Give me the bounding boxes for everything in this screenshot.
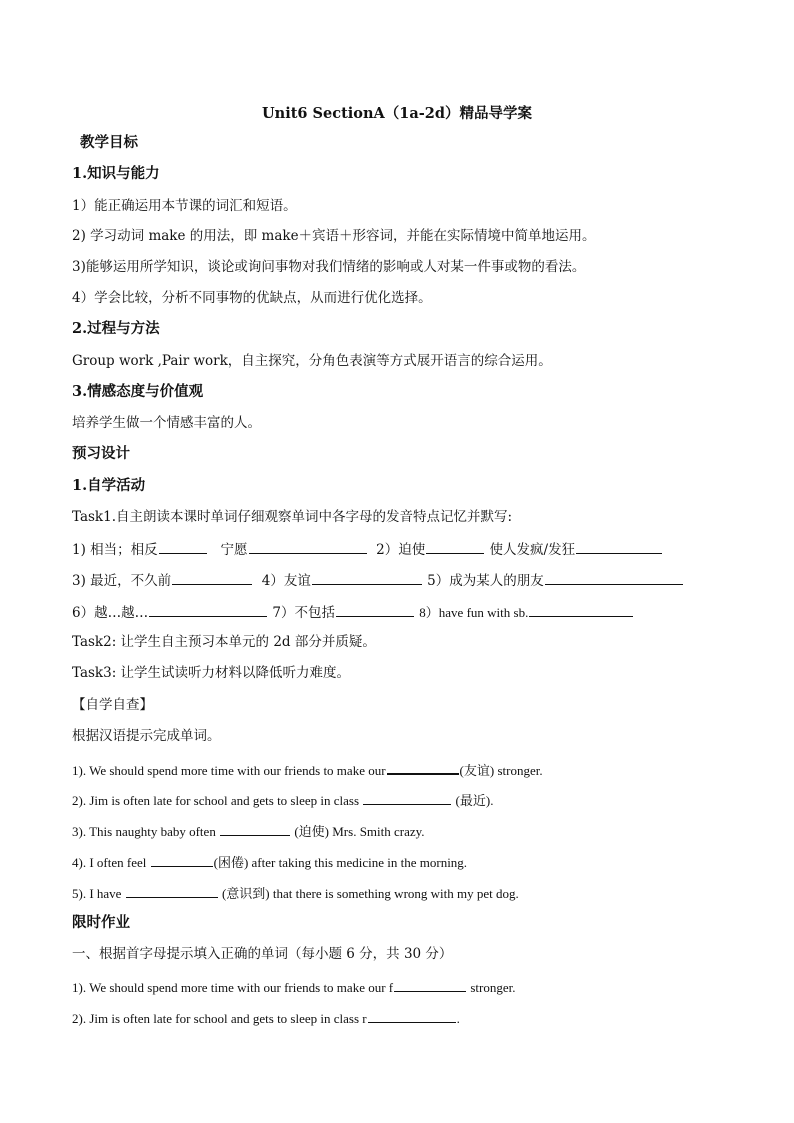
answer-blank[interactable] [368, 1008, 456, 1023]
answer-blank[interactable] [151, 852, 213, 867]
answer-blank[interactable] [576, 539, 662, 554]
vocab-prompt: 4）友谊 [261, 573, 311, 589]
answer-blank[interactable] [394, 977, 466, 992]
check-item [72, 821, 425, 841]
check-item-hint: (困倦) [213, 855, 249, 870]
homework-item-text: 1). We should spend more time with our friends to make our f [72, 980, 394, 995]
check-item-text: 3). This naughty baby often [72, 824, 216, 839]
vocab-prompt: 1) 相当；相反 [72, 542, 158, 558]
homework-item-text: 2). Jim is often late for school and gets to sleep in class r [72, 1011, 367, 1026]
knowledge-heading: 1.知识与能力 [72, 165, 160, 182]
check-item [72, 759, 543, 780]
homework-heading: 限时作业 [72, 914, 130, 931]
vocab-row [72, 539, 663, 559]
vocab-row [72, 602, 634, 622]
process-heading: 2.过程与方法 [72, 320, 160, 337]
answer-blank[interactable] [159, 539, 207, 554]
vocab-prompt: 使人发疯/发狂 [489, 542, 576, 558]
check-item-hint: (友谊) [459, 763, 495, 778]
answer-blank[interactable] [336, 602, 414, 617]
check-item-text: 4). I often feel [72, 855, 147, 870]
objective-item: 4）学会比较，分析不同事物的优缺点，从而进行优化选择。 [72, 290, 432, 306]
vocab-prompt: 宁愿 [220, 542, 248, 558]
check-item [72, 852, 467, 872]
self-check-instruction: 根据汉语提示完成单词。 [72, 728, 221, 744]
self-check-heading: 【自学自查】 [72, 697, 153, 713]
vocab-prompt: 7）不包括 [272, 605, 335, 621]
homework-item-text: stronger. [470, 980, 516, 995]
vocab-row [72, 570, 684, 590]
objective-item: 3)能够运用所学知识，谈论或询问事物对我们情绪的影响或人对某一件事或物的看法。 [72, 259, 586, 275]
task3-text: Task3: 让学生试读听力材料以降低听力难度。 [72, 665, 351, 681]
check-item-hint: (意识到) [221, 886, 270, 901]
check-item-text: that there is something wrong with my pet dog. [272, 886, 519, 901]
answer-blank[interactable] [126, 883, 218, 898]
answer-blank[interactable] [220, 821, 290, 836]
preview-heading: 预习设计 [72, 445, 130, 462]
homework-item [72, 977, 516, 997]
vocab-prompt: 5）成为某人的朋友 [427, 573, 544, 589]
answer-blank[interactable] [249, 539, 367, 554]
check-item-text: 1). We should spend more time with our friends to make our [72, 763, 386, 778]
homework-item-text: . [456, 1011, 460, 1026]
answer-blank[interactable] [545, 570, 683, 585]
check-item-text: stronger. [497, 763, 543, 778]
answer-blank[interactable] [312, 570, 422, 585]
answer-blank[interactable] [149, 602, 267, 617]
attitude-text: 培养学生做一个情感丰富的人。 [72, 415, 261, 431]
answer-blank[interactable] [529, 602, 633, 617]
process-text: Group work ,Pair work，自主探究，分角色表演等方式展开语言的综合运用。 [72, 353, 552, 369]
task1-text: Task1.自主朗读本课时单词仔细观察单词中各字母的发音特点记忆并默写: [72, 509, 513, 525]
check-item-text: 2). Jim is often late for school and gets to sleep in class [72, 793, 360, 808]
task2-text: Task2: 让学生自主预习本单元的 2d 部分并质疑。 [72, 634, 376, 650]
vocab-prompt: 6）越…越… [72, 605, 149, 621]
vocab-prompt: 2）迫使 [376, 542, 426, 558]
check-item-text: after taking this medicine in the morning. [251, 855, 468, 870]
answer-blank[interactable] [363, 790, 451, 805]
answer-blank[interactable] [172, 570, 252, 585]
self-study-heading: 1.自学活动 [72, 477, 146, 494]
check-item [72, 790, 493, 810]
check-item-text: Mrs. Smith crazy. [332, 824, 425, 839]
vocab-prompt: 3) 最近，不久前 [72, 573, 172, 589]
objective-item: 2) 学习动词 make 的用法，即 make＋宾语＋形容词，并能在实际情境中简单地运用。 [72, 228, 596, 244]
vocab-prompt: 8）have fun with sb. [419, 605, 529, 620]
objectives-heading: 教学目标 [80, 134, 138, 151]
check-item [72, 883, 519, 903]
page-title: Unit6 SectionA（1a-2d）精品导学案 [262, 105, 532, 122]
homework-section-title: 一、根据首字母提示填入正确的单词（每小题 6 分，共 30 分） [72, 946, 453, 962]
answer-blank[interactable] [426, 539, 484, 554]
homework-item [72, 1008, 460, 1028]
objective-item: 1）能正确运用本节课的词汇和短语。 [72, 198, 297, 214]
check-item-hint: (迫使) [294, 824, 329, 839]
check-item-text: 5). I have [72, 886, 122, 901]
check-item-hint: (最近). [455, 793, 494, 808]
attitude-heading: 3.情感态度与价值观 [72, 383, 204, 400]
answer-blank[interactable] [387, 759, 459, 775]
